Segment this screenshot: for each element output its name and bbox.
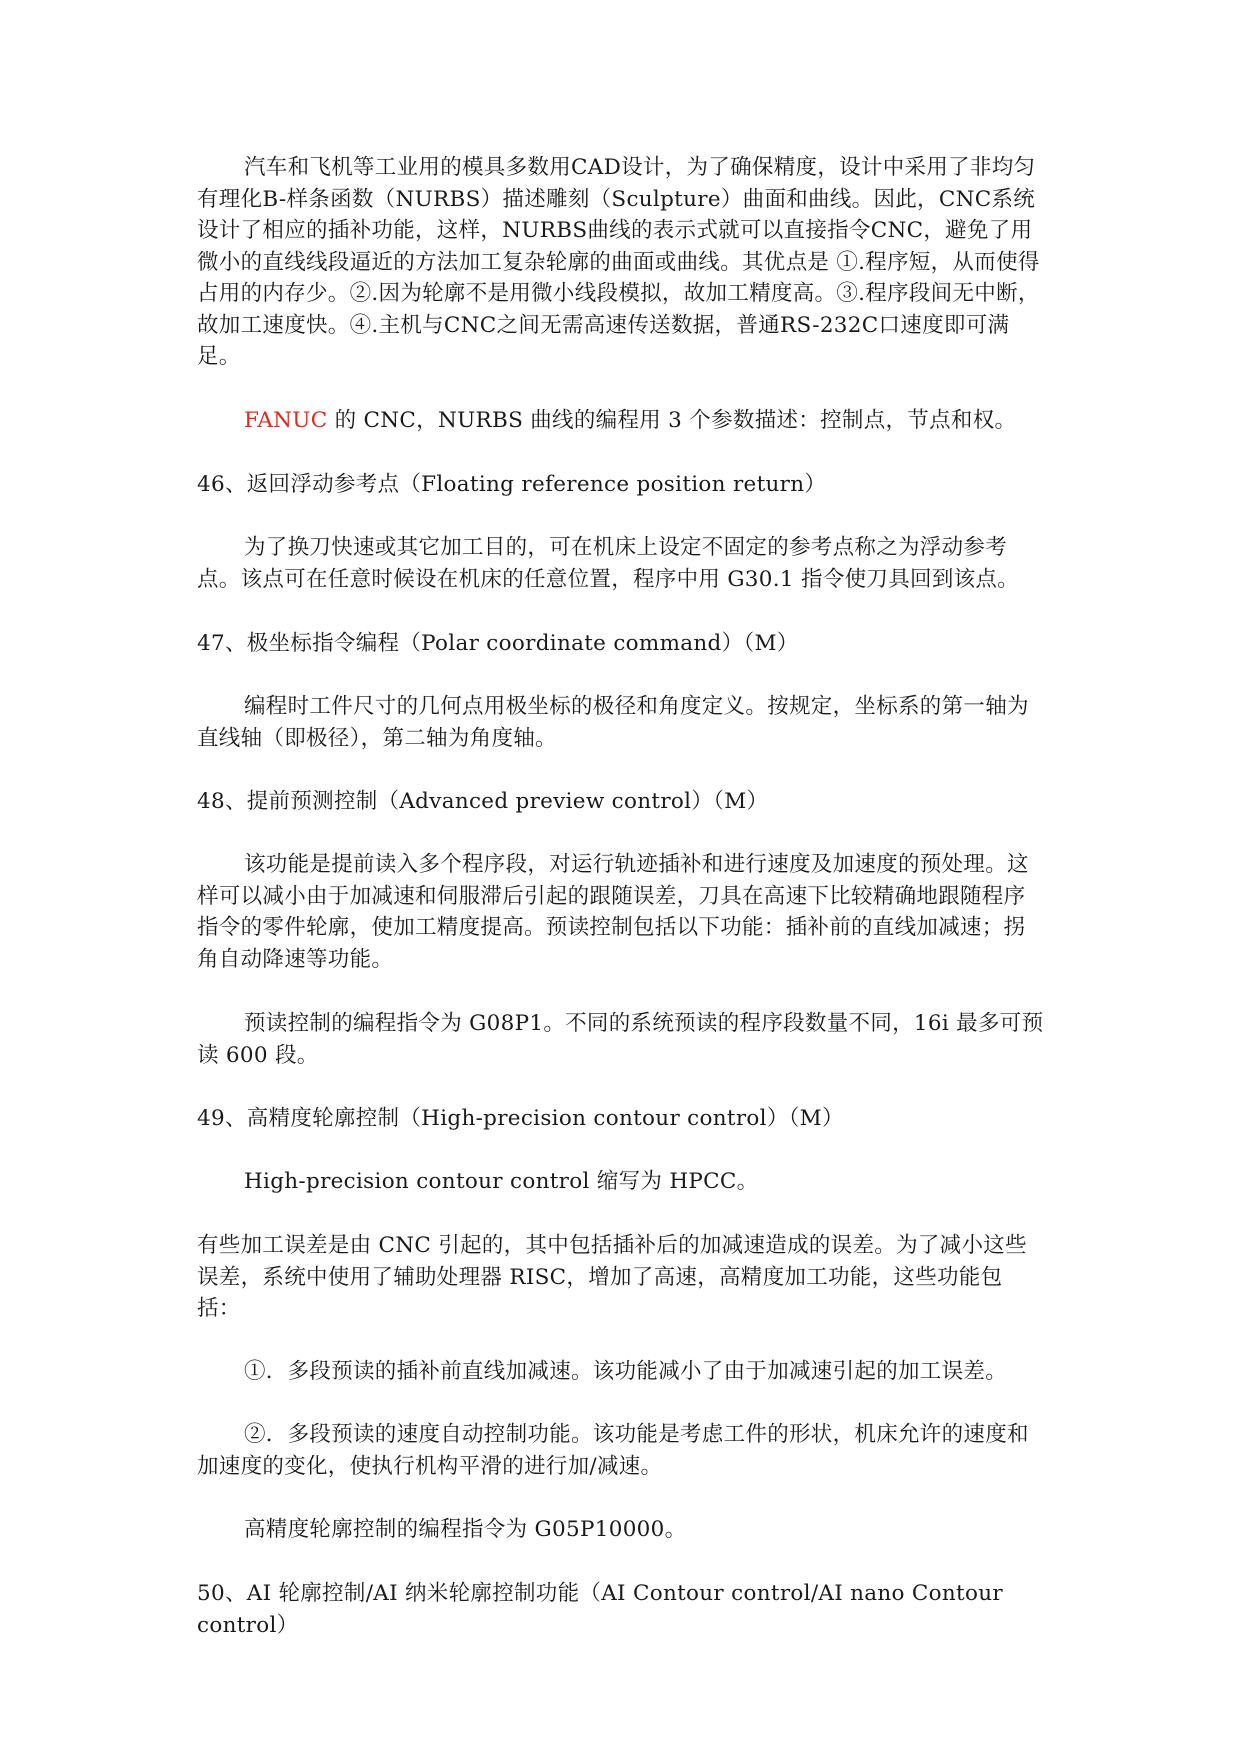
paragraph-49-hpcc: High-precision contour control 缩写为 HPCC。 [244,1169,759,1194]
paragraph-46: 为了换刀快速或其它加工目的，可在机床上设定不固定的参考点称之为浮动参考点。该点可在任意时候设在机床的任意位置，程序中用 G30.1 指令使刀具回到该点。 [197,535,1020,592]
heading-49: 49、高精度轮廓控制（High-precision contour control）（M） [197,1106,844,1131]
heading-48: 48、提前预测控制（Advanced preview control）（M） [197,789,769,814]
paragraph-fanuc-nurbs [197,405,1045,437]
heading-50: 50、AI 轮廓控制/AI 纳米轮廓控制功能（AI Contour control/AI nano Contour control） [197,1581,1003,1638]
paragraph-49-command: 高精度轮廓控制的编程指令为 G05P10000。 [244,1517,687,1542]
paragraph-49-errors: 有些加工误差是由 CNC 引起的，其中包括插补后的加减速造成的误差。为了减小这些误差，系统中使用了辅助处理器 RISC，增加了高速，高精度加工功能，这些功能包括： [197,1233,1027,1321]
paragraph-49-item-1: ①．多段预读的插补前直线加减速。该功能减小了由于加减速引起的加工误差。 [244,1359,1008,1384]
heading-46: 46、返回浮动参考点（Floating reference position return） [197,472,827,497]
paragraph-48-preview: 该功能是提前读入多个程序段，对运行轨迹插补和进行速度及加速度的预处理。这样可以减小由于加减速和伺服滞后引起的跟随误差，刀具在高速下比较精确地跟随程序指令的零件轮廓，使加工精度提高。预读控制包括以下功能：插补前的直线加减速；拐角自动降速等功能。 [197,852,1029,972]
paragraph-47: 编程时工件尺寸的几何点用极坐标的极径和角度定义。按规定，坐标系的第一轴为直线轴（即极径），第二轴为角度轴。 [197,694,1029,751]
fanuc-brand: FANUC [244,408,328,433]
heading-47: 47、极坐标指令编程（Polar coordinate command）（M） [197,631,799,656]
fanuc-nurbs-text: 的 CNC，NURBS 曲线的编程用 3 个参数描述：控制点，节点和权。 [334,408,1017,433]
paragraph-nurbs-intro: 汽车和飞机等工业用的模具多数用CAD设计，为了确保精度，设计中采用了非均匀有理化B-样条函数（NURBS）描述雕刻（Sculpture）曲面和曲线。因此，CNC系统设计了相应的插补功能，这样，NURBS曲线的表示式就可以直接指令CNC，避免了用微小的直线线段逼近的方法加工复杂轮廓的曲面或曲线。其优点是 ①.程序短，从而使得占用的内存少。②.因为轮廓不是用微小线段模拟，故加工精度高。③.程序段间无中断，故加工速度快。④.主机与CNC之间无需高速传送数据，普通RS-232C口速度即可满足。 [197,155,1040,369]
paragraph-49-item-2: ②．多段预读的速度自动控制功能。该功能是考虑工件的形状，机床允许的速度和加速度的变化，使执行机构平滑的进行加/减速。 [197,1422,1029,1479]
paragraph-48-command: 预读控制的编程指令为 G08P1。不同的系统预读的程序段数量不同，16i 最多可预读 600 段。 [197,1011,1044,1068]
